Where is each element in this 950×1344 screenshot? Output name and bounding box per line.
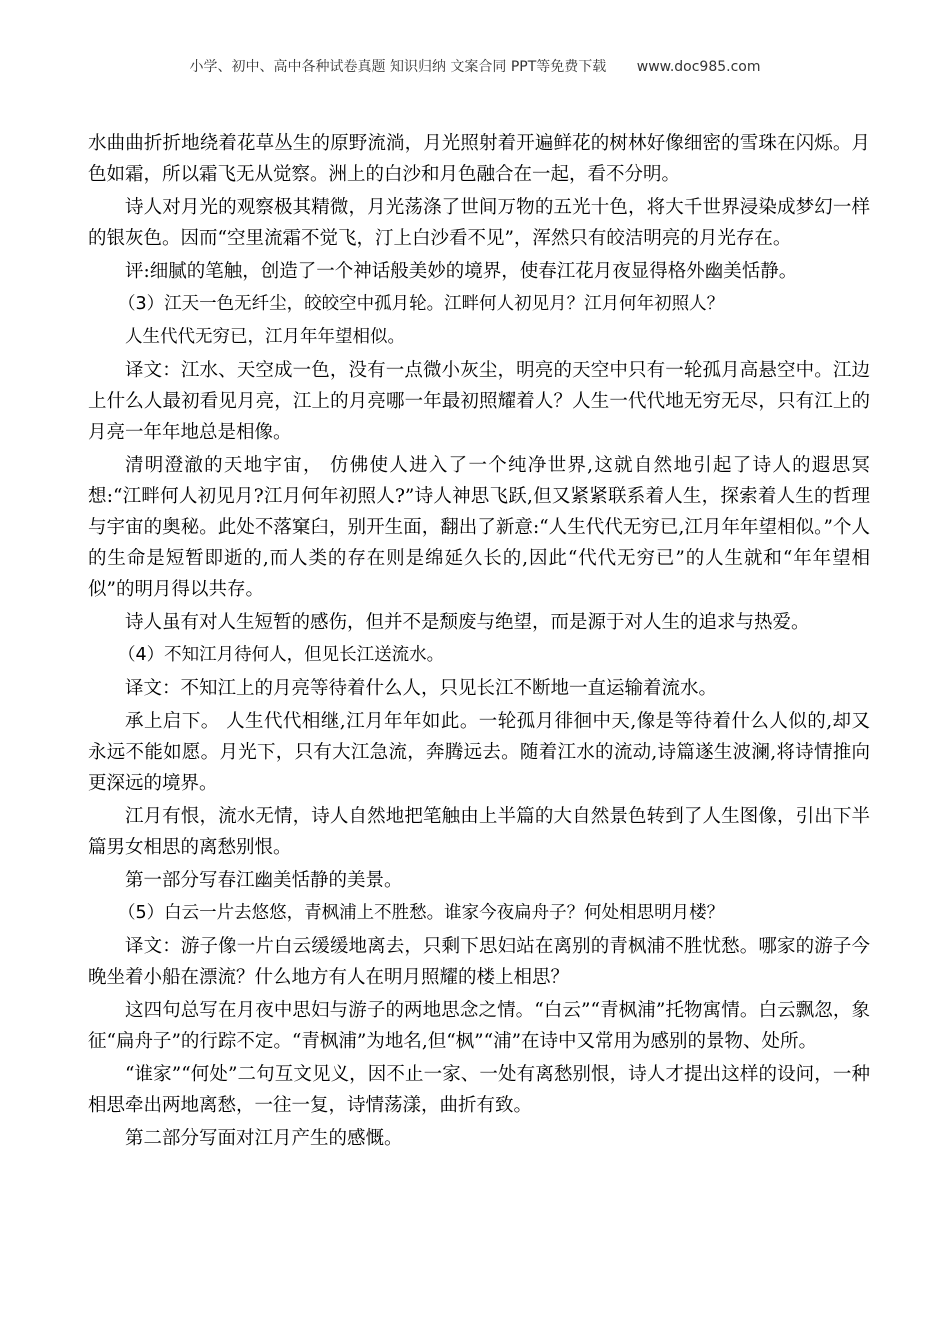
- paragraph: 承上启下。 人生代代相继,江月年年如此。一轮孤月徘徊中天,像是等待着什么人似的,却又永远不能如愿。月光下，只有大江急流，奔腾远去。随着江水的流动,诗篇遂生波澜,将诗情推向更深远的境界。: [88, 711, 870, 794]
- paragraph: 评:细腻的笔触，创造了一个神话般美妙的境界，使春江花月夜显得格外幽美恬静。: [125, 261, 798, 282]
- header-text: 小学、初中、高中各种试卷真题 知识归纳 文案合同 PPT等免费下载: [189, 59, 607, 75]
- verse-line: （3）江天一色无纤尘，皎皎空中孤月轮。江畔何人初见月？江月何年初照人？: [118, 294, 725, 314]
- header-site-link[interactable]: www.doc985.com: [636, 59, 761, 75]
- paragraph: 这四句总写在月夜中思妇与游子的两地思念之情。“白云”“青枫浦”托物寓情。白云飘忽，象征“扁舟子”的行踪不定。“青枫浦”为地名,但“枫”“浦”在诗中又常用为感别的景物、处所。: [88, 1000, 870, 1052]
- paragraph: 江月有恨，流水无情，诗人自然地把笔触由上半篇的大自然景色转到了人生图像，引出下半篇男女相思的离愁别恨。: [88, 806, 870, 858]
- paragraph: 清明澄澈的天地宇宙， 仿佛使人进入了一个纯净世界,这就自然地引起了诗人的遐思冥想:“江畔何人初见月?江月何年初照人?”诗人神思飞跃,但又紧紧联系着人生，探索着人生的哲理与宇宙的奥秘。此处不落窠臼，别开生面，翻出了新意:“人生代代无穷已,江月年年望相似。”个人的生命是短暂即逝的,而人类的存在则是绵延久长的,因此“代代无穷已”的人生就和“年年望相似”的明月得以共存。: [88, 455, 870, 600]
- paragraph: 第二部分写面对江月产生的感慨。: [125, 1128, 403, 1149]
- translation-paragraph: 译文：江水、天空成一色，没有一点微小灰尘，明亮的天空中只有一轮孤月高悬空中。江边上什么人最初看见月亮，江上的月亮哪一年最初照耀着人？人生一代代地无穷无尽，只有江上的月亮一年年地总是相像。: [88, 360, 870, 443]
- verse-line: （4）不知江月待何人，但见长江送流水。: [118, 645, 445, 665]
- translation-paragraph: 译文：不知江上的月亮等待着什么人，只见长江不断地一直运输着流水。: [125, 678, 718, 699]
- document-body: [88, 128, 870, 1156]
- page-header: [0, 56, 950, 76]
- verse-line: （5）白云一片去悠悠，青枫浦上不胜愁。谁家今夜扁舟子？何处相思明月楼？: [118, 903, 725, 923]
- paragraph: “谁家”“何处”二句互文见义，因不止一家、一处有离愁别恨，诗人才提出这样的设问，一种相思牵出两地离愁，一往一复，诗情荡漾，曲折有致。: [88, 1064, 870, 1116]
- paragraph: 诗人对月光的观察极其精微，月光荡涤了世间万物的五光十色，将大千世界浸染成梦幻一样的银灰色。因而“空里流霜不觉飞，汀上白沙看不见”，浑然只有皎洁明亮的月光存在。: [88, 197, 870, 249]
- paragraph: 水曲曲折折地绕着花草丛生的原野流淌，月光照射着开遍鲜花的树林好像细密的雪珠在闪烁。月色如霜，所以霜飞无从觉察。洲上的白沙和月色融合在一起，看不分明。: [88, 133, 870, 185]
- translation-paragraph: 译文：游子像一片白云缓缓地离去，只剩下思妇站在离别的青枫浦不胜忧愁。哪家的游子今晚坐着小船在漂流？什么地方有人在明月照耀的楼上相思？: [88, 936, 870, 988]
- paragraph: 诗人虽有对人生短暂的感伤，但并不是颓废与绝望，而是源于对人生的追求与热爱。: [125, 612, 810, 633]
- paragraph: 第一部分写春江幽美恬静的美景。: [125, 870, 403, 891]
- verse-line: 人生代代无穷已，江月年年望相似。: [125, 327, 405, 347]
